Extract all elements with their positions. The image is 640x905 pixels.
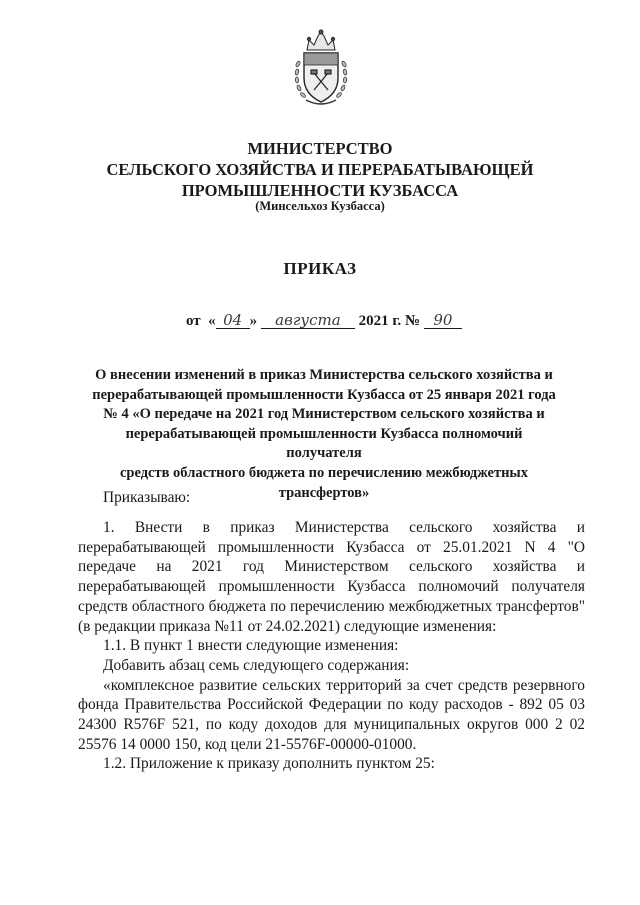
handwritten-day: 04	[216, 312, 250, 329]
item-1-2-paragraph: 1.2. Приложение к приказу дополнить пунктом 25:	[103, 755, 435, 773]
ministry-name-line: СЕЛЬСКОГО ХОЗЯЙСТВА И ПЕРЕРАБАТЫВАЮЩЕЙ	[106, 160, 534, 179]
open-quote: «	[204, 313, 216, 329]
date-prefix: от	[186, 313, 201, 329]
ministry-name-line: МИНИСТЕРСТВО	[247, 139, 393, 158]
quoted-paragraph: «комплексное развитие сельских территорий за счет средств резервного фонда Правительства Российской Федерации по коду расходов - 892 05 03 24300 R576F 521, по коду доходов для муниципальных округов 000 2 02 25576 14 0000 150, код цели 21-5576F-00000-01000.	[78, 676, 585, 753]
order-date-line	[186, 312, 462, 330]
subject-line: О внесении изменений в приказ Министерства сельского хозяйства и	[95, 367, 553, 383]
number-sign: №	[405, 313, 421, 329]
order-title: ПРИКАЗ	[283, 259, 357, 278]
ministry-header	[0, 138, 640, 201]
order-year: 2021 г.	[358, 313, 402, 329]
handwritten-month: августа	[261, 312, 355, 329]
subject-line: средств областного бюджета по перечислению межбюджетных	[119, 464, 529, 481]
subject-line: № 4 «О передаче на 2021 год Министерством сельского хозяйства и	[103, 406, 545, 423]
order-body-items	[78, 518, 585, 774]
add-paragraph-instruction: Добавить абзац семь следующего содержания:	[103, 656, 410, 674]
subject-line: перерабатывающей промышленности Кузбасса от 25 января 2021 года	[92, 386, 556, 403]
subject-line: перерабатывающей промышленности Кузбасса полномочий получателя	[125, 425, 523, 462]
order-subject	[92, 366, 556, 503]
handwritten-order-number: 90	[424, 312, 462, 329]
item-1-paragraph: 1. Внести в приказ Министерства сельского хозяйства и перерабатывающей промышленности Кузбасса от 25.01.2021 N 4 "О передаче на 2021 год Министерством сельского хозяйства и перерабатывающей промышленности Кузбасса полномочий получателя средств областного бюджета по перечислению межбюджетных трансфертов" (в редакции приказа №11 от 24.02.2021) следующие изменения:	[78, 519, 585, 635]
prikazyvayu-paragraph: Приказываю:	[103, 489, 191, 506]
close-quote: »	[249, 313, 261, 329]
order-body	[78, 488, 585, 508]
item-1-1-paragraph: 1.1. В пункт 1 внести следующие изменения:	[103, 637, 399, 655]
subject-line: трансфертов»	[278, 484, 370, 501]
coat-of-arms-emblem	[290, 28, 352, 108]
ministry-name-line: ПРОМЫШЛЕННОСТИ КУЗБАССА	[181, 181, 459, 200]
ministry-abbreviation: (Минсельхоз Кузбасса)	[255, 199, 385, 213]
